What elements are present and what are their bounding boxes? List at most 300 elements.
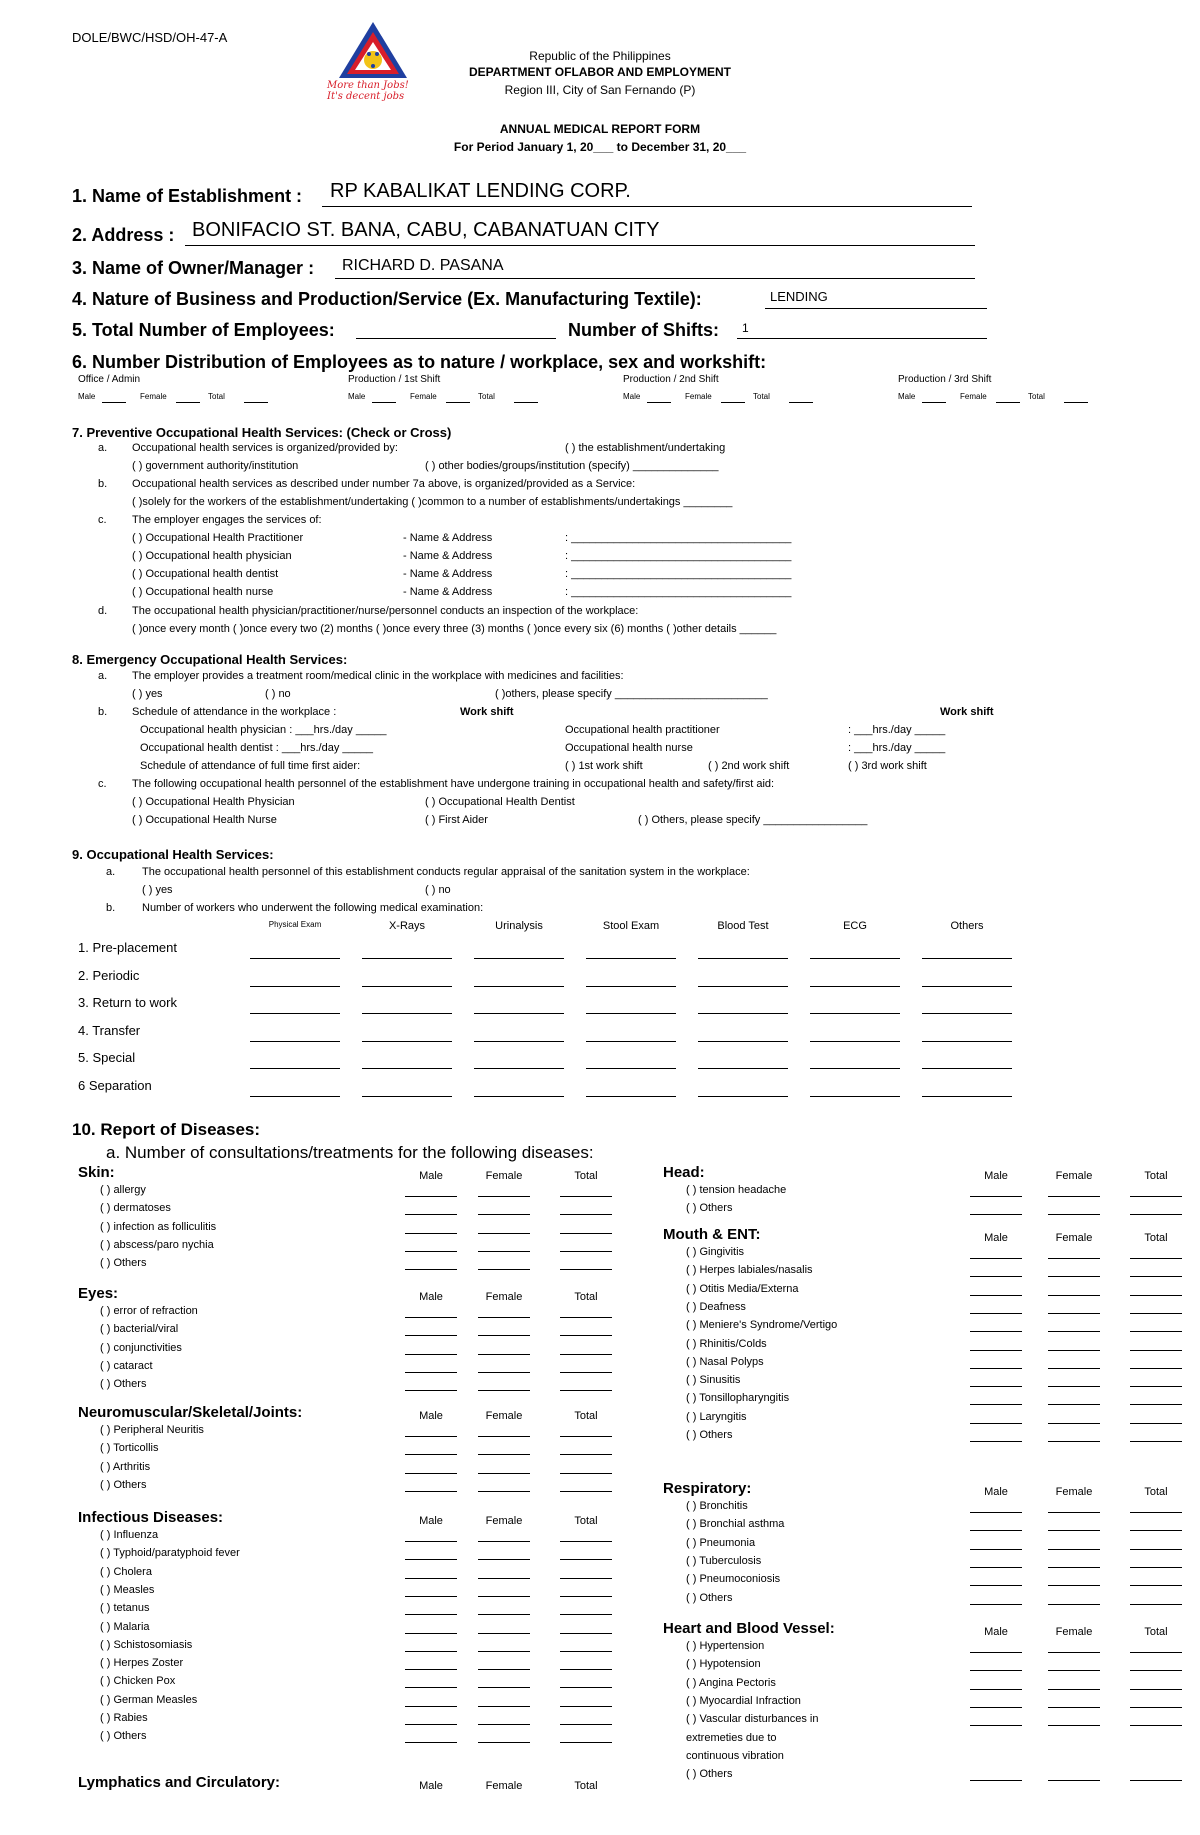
disease-entry-line[interactable] <box>560 1233 612 1234</box>
s8-c-o4[interactable]: ( ) First Aider <box>425 814 488 826</box>
disease-entry-line[interactable] <box>1048 1368 1100 1369</box>
exam-entry-line[interactable] <box>698 1068 788 1069</box>
exam-entry-line[interactable] <box>362 986 452 987</box>
disease-entry-line[interactable] <box>478 1614 530 1615</box>
disease-item[interactable]: ( ) Chicken Pox <box>100 1675 176 1688</box>
disease-entry-line[interactable] <box>478 1390 530 1391</box>
disease-item[interactable]: ( ) allergy <box>100 1184 146 1196</box>
disease-entry-line[interactable] <box>405 1196 457 1197</box>
disease-entry-line[interactable] <box>560 1742 612 1743</box>
disease-entry-line[interactable] <box>1048 1214 1100 1215</box>
disease-entry-line[interactable] <box>970 1670 1022 1671</box>
s8-c-o5[interactable]: ( ) Others, please specify _________________ <box>638 814 868 826</box>
exam-entry-line[interactable] <box>922 1068 1012 1069</box>
disease-entry-line[interactable] <box>560 1390 612 1391</box>
disease-entry-line[interactable] <box>970 1725 1022 1726</box>
disease-entry-line[interactable] <box>1048 1404 1100 1405</box>
dist-entry-line[interactable] <box>514 402 538 403</box>
s8-nurse-v[interactable]: : ___hrs./day _____ <box>848 742 946 754</box>
disease-entry-line[interactable] <box>1048 1780 1100 1781</box>
disease-entry-line[interactable] <box>1130 1670 1182 1671</box>
disease-entry-line[interactable] <box>970 1780 1022 1781</box>
disease-entry-line[interactable] <box>1048 1386 1100 1387</box>
disease-entry-line[interactable] <box>560 1473 612 1474</box>
disease-entry-line[interactable] <box>970 1313 1022 1314</box>
disease-entry-line[interactable] <box>478 1706 530 1707</box>
s8-c-o3[interactable]: ( ) Occupational Health Nurse <box>132 814 277 826</box>
disease-entry-line[interactable] <box>560 1724 612 1725</box>
disease-entry-line[interactable] <box>478 1651 530 1652</box>
disease-entry-line[interactable] <box>560 1251 612 1252</box>
disease-entry-line[interactable] <box>1048 1423 1100 1424</box>
address-value[interactable]: BONIFACIO ST. BANA, CABU, CABANATUAN CITY <box>192 219 660 241</box>
exam-entry-line[interactable] <box>362 1096 452 1097</box>
disease-entry-line[interactable] <box>560 1596 612 1597</box>
exam-entry-line[interactable] <box>922 958 1012 959</box>
disease-entry-line[interactable] <box>1048 1258 1100 1259</box>
s7-a-opt3[interactable]: ( ) other bodies/groups/institution (specify) ______________ <box>425 460 719 472</box>
disease-entry-line[interactable] <box>970 1276 1022 1277</box>
dist-entry-line[interactable] <box>372 402 396 403</box>
exam-entry-line[interactable] <box>698 1013 788 1014</box>
disease-entry-line[interactable] <box>405 1541 457 1542</box>
disease-item[interactable]: ( ) Gingivitis <box>686 1246 745 1258</box>
disease-entry-line[interactable] <box>405 1669 457 1670</box>
disease-entry-line[interactable] <box>970 1368 1022 1369</box>
disease-item[interactable]: ( ) Others <box>686 1429 733 1441</box>
dist-entry-line[interactable] <box>244 402 268 403</box>
disease-entry-line[interactable] <box>405 1233 457 1234</box>
disease-entry-line[interactable] <box>478 1578 530 1579</box>
disease-item[interactable]: ( ) Tonsillopharyngitis <box>686 1392 790 1405</box>
disease-entry-line[interactable] <box>1130 1350 1182 1351</box>
disease-item[interactable]: ( ) error of refraction <box>100 1305 198 1317</box>
s7-d-opt[interactable]: ( )once every month ( )once every two (2) months ( )once every three (3) months ( )once every six (6) months ( )other details ______ <box>132 623 777 635</box>
disease-entry-line[interactable] <box>478 1251 530 1252</box>
disease-entry-line[interactable] <box>970 1585 1022 1586</box>
disease-entry-line[interactable] <box>405 1335 457 1336</box>
disease-entry-line[interactable] <box>1130 1585 1182 1586</box>
disease-entry-line[interactable] <box>1048 1604 1100 1605</box>
exam-entry-line[interactable] <box>586 1013 676 1014</box>
exam-entry-line[interactable] <box>474 1096 564 1097</box>
exam-entry-line[interactable] <box>922 1096 1012 1097</box>
owner-value[interactable]: RICHARD D. PASANA <box>342 257 504 274</box>
disease-entry-line[interactable] <box>1130 1530 1182 1531</box>
s7-c-row-right[interactable]: : ____________________________________ <box>565 568 792 580</box>
exam-entry-line[interactable] <box>922 986 1012 987</box>
disease-entry-line[interactable] <box>405 1614 457 1615</box>
disease-item[interactable]: ( ) Myocardial Infraction <box>686 1694 801 1707</box>
disease-entry-line[interactable] <box>970 1331 1022 1332</box>
disease-entry-line[interactable] <box>478 1541 530 1542</box>
disease-entry-line[interactable] <box>1130 1295 1182 1296</box>
s7-c-row-right[interactable]: : ____________________________________ <box>565 586 792 598</box>
exam-entry-line[interactable] <box>362 1013 452 1014</box>
disease-entry-line[interactable] <box>405 1454 457 1455</box>
disease-entry-line[interactable] <box>560 1317 612 1318</box>
s8-shift-3[interactable]: ( ) 3rd work shift <box>848 760 927 772</box>
disease-entry-line[interactable] <box>1048 1670 1100 1671</box>
disease-item[interactable]: ( ) Vascular disturbances in <box>686 1713 819 1726</box>
disease-entry-line[interactable] <box>478 1687 530 1688</box>
s7-c-row-left[interactable]: ( ) Occupational health dentist <box>132 568 279 580</box>
exam-entry-line[interactable] <box>250 986 340 987</box>
disease-entry-line[interactable] <box>970 1512 1022 1513</box>
disease-entry-line[interactable] <box>560 1335 612 1336</box>
disease-entry-line[interactable] <box>478 1742 530 1743</box>
disease-item[interactable]: ( ) Tuberculosis <box>686 1554 762 1567</box>
disease-entry-line[interactable] <box>478 1454 530 1455</box>
exam-entry-line[interactable] <box>474 1013 564 1014</box>
disease-entry-line[interactable] <box>1048 1276 1100 1277</box>
disease-entry-line[interactable] <box>560 1354 612 1355</box>
disease-item[interactable]: ( ) Others <box>686 1202 733 1215</box>
disease-entry-line[interactable] <box>970 1530 1022 1531</box>
exam-entry-line[interactable] <box>922 1013 1012 1014</box>
disease-item[interactable]: ( ) Sinusitis <box>686 1374 741 1387</box>
disease-item[interactable]: ( ) Meniere's Syndrome/Vertigo <box>686 1319 838 1332</box>
disease-item[interactable]: ( ) Others <box>686 1591 733 1604</box>
exam-entry-line[interactable] <box>698 1096 788 1097</box>
disease-entry-line[interactable] <box>1130 1441 1182 1442</box>
dist-sub-label: Male <box>898 392 916 401</box>
s8-a-yes[interactable]: ( ) yes <box>132 688 163 700</box>
disease-entry-line[interactable] <box>405 1559 457 1560</box>
exam-entry-line[interactable] <box>250 1013 340 1014</box>
disease-entry-line[interactable] <box>970 1707 1022 1708</box>
dist-entry-line[interactable] <box>102 402 126 403</box>
disease-entry-line[interactable] <box>1130 1423 1182 1424</box>
disease-entry-line[interactable] <box>478 1335 530 1336</box>
disease-item[interactable]: ( ) Bronchitis <box>686 1500 748 1512</box>
disease-entry-line[interactable] <box>478 1233 530 1234</box>
disease-entry-line[interactable] <box>1130 1567 1182 1568</box>
s7-b-letter: b. <box>98 478 108 490</box>
disease-entry-line[interactable] <box>405 1473 457 1474</box>
exam-entry-line[interactable] <box>474 986 564 987</box>
disease-entry-line[interactable] <box>970 1214 1022 1215</box>
dist-entry-line[interactable] <box>446 402 470 403</box>
business-value[interactable]: LENDING <box>770 289 828 304</box>
disease-entry-line[interactable] <box>1130 1689 1182 1690</box>
disease-item[interactable]: ( ) abscess/paro nychia <box>100 1238 214 1251</box>
disease-item[interactable]: extremeties due to <box>686 1731 777 1744</box>
disease-entry-line[interactable] <box>970 1423 1022 1424</box>
disease-entry-line[interactable] <box>560 1614 612 1615</box>
exam-entry-line[interactable] <box>586 958 676 959</box>
disease-entry-line[interactable] <box>560 1372 612 1373</box>
dist-entry-line[interactable] <box>176 402 200 403</box>
exam-entry-line[interactable] <box>698 958 788 959</box>
disease-entry-line[interactable] <box>1130 1604 1182 1605</box>
disease-entry-line[interactable] <box>970 1441 1022 1442</box>
disease-entry-line[interactable] <box>560 1541 612 1542</box>
disease-entry-line[interactable] <box>560 1269 612 1270</box>
exam-entry-line[interactable] <box>810 1096 900 1097</box>
disease-entry-line[interactable] <box>1130 1404 1182 1405</box>
exam-entry-line[interactable] <box>250 1068 340 1069</box>
disease-entry-line[interactable] <box>478 1372 530 1373</box>
s8-shift-2[interactable]: ( ) 2nd work shift <box>708 760 790 772</box>
disease-item[interactable]: ( ) Pneumonia <box>686 1536 756 1549</box>
disease-entry-line[interactable] <box>478 1214 530 1215</box>
disease-item[interactable]: ( ) Laryngitis <box>686 1410 747 1423</box>
s7-c-row-left[interactable]: ( ) Occupational health physician <box>132 550 292 562</box>
disease-entry-line[interactable] <box>405 1633 457 1634</box>
s7-a-opt1[interactable]: ( ) the establishment/undertaking <box>565 442 726 454</box>
disease-item[interactable]: ( ) Torticollis <box>100 1442 159 1455</box>
exam-entry-line[interactable] <box>474 1068 564 1069</box>
dist-entry-line[interactable] <box>1064 402 1088 403</box>
disease-item[interactable]: ( ) Otitis Media/Externa <box>686 1282 799 1295</box>
exam-entry-line[interactable] <box>922 1041 1012 1042</box>
disease-entry-line[interactable] <box>478 1473 530 1474</box>
disease-entry-line[interactable] <box>970 1689 1022 1690</box>
s7-c-row-left[interactable]: ( ) Occupational health nurse <box>132 586 274 598</box>
disease-entry-line[interactable] <box>560 1687 612 1688</box>
exam-entry-line[interactable] <box>362 1068 452 1069</box>
disease-entry-line[interactable] <box>1048 1549 1100 1550</box>
disease-entry-line[interactable] <box>405 1706 457 1707</box>
disease-entry-line[interactable] <box>1130 1707 1182 1708</box>
disease-entry-line[interactable] <box>560 1578 612 1579</box>
col-total: Total <box>574 1515 598 1527</box>
s8-c-o2[interactable]: ( ) Occupational Health Dentist <box>425 796 575 808</box>
disease-entry-line[interactable] <box>1130 1780 1182 1781</box>
disease-entry-line[interactable] <box>560 1436 612 1437</box>
exam-entry-line[interactable] <box>810 1041 900 1042</box>
disease-item[interactable]: continuous vibration <box>686 1749 784 1762</box>
establishment-value[interactable]: RP KABALIKAT LENDING CORP. <box>330 180 631 202</box>
disease-item[interactable]: ( ) Deafness <box>686 1300 746 1313</box>
disease-entry-line[interactable] <box>1130 1549 1182 1550</box>
disease-entry-line[interactable] <box>405 1390 457 1391</box>
disease-entry-line[interactable] <box>478 1633 530 1634</box>
exam-entry-line[interactable] <box>250 1096 340 1097</box>
s8-a-no[interactable]: ( ) no <box>265 688 291 700</box>
disease-entry-line[interactable] <box>405 1578 457 1579</box>
exam-entry-line[interactable] <box>586 1096 676 1097</box>
exam-entry-line[interactable] <box>810 1013 900 1014</box>
disease-entry-line[interactable] <box>405 1491 457 1492</box>
shifts-value[interactable]: 1 <box>742 321 749 335</box>
dist-entry-line[interactable] <box>721 402 745 403</box>
disease-entry-line[interactable] <box>1048 1725 1100 1726</box>
disease-entry-line[interactable] <box>405 1724 457 1725</box>
disease-entry-line[interactable] <box>1048 1196 1100 1197</box>
exam-entry-line[interactable] <box>810 958 900 959</box>
disease-item[interactable]: ( ) Pneumoconiosis <box>686 1573 781 1586</box>
disease-entry-line[interactable] <box>970 1295 1022 1296</box>
s7-b-opt[interactable]: ( )solely for the workers of the establishment/undertaking ( )common to a number of establishments/undertakings ________ <box>132 496 733 508</box>
disease-item[interactable]: ( ) infection as folliculitis <box>100 1220 217 1233</box>
disease-entry-line[interactable] <box>1048 1585 1100 1586</box>
disease-entry-line[interactable] <box>1048 1567 1100 1568</box>
disease-item[interactable]: ( ) cataract <box>100 1359 153 1372</box>
disease-entry-line[interactable] <box>405 1372 457 1373</box>
disease-entry-line[interactable] <box>405 1742 457 1743</box>
disease-entry-line[interactable] <box>1048 1530 1100 1531</box>
disease-item[interactable]: ( ) dermatoses <box>100 1202 171 1215</box>
exam-entry-line[interactable] <box>586 986 676 987</box>
disease-entry-line[interactable] <box>560 1706 612 1707</box>
dist-entry-line[interactable] <box>996 402 1020 403</box>
disease-entry-line[interactable] <box>405 1251 457 1252</box>
disease-item[interactable]: ( ) tetanus <box>100 1602 150 1615</box>
disease-item[interactable]: ( ) Nasal Polyps <box>686 1355 764 1368</box>
disease-item[interactable]: ( ) Malaria <box>100 1620 150 1633</box>
disease-entry-line[interactable] <box>478 1724 530 1725</box>
disease-entry-line[interactable] <box>1048 1350 1100 1351</box>
s8-dent[interactable]: Occupational health dentist : ___hrs./day _____ <box>140 742 373 754</box>
s8-shift-1[interactable]: ( ) 1st work shift <box>565 760 643 772</box>
disease-entry-line[interactable] <box>560 1633 612 1634</box>
dist-entry-line[interactable] <box>789 402 813 403</box>
disease-entry-line[interactable] <box>560 1214 612 1215</box>
disease-entry-line[interactable] <box>478 1196 530 1197</box>
disease-entry-line[interactable] <box>970 1404 1022 1405</box>
disease-item[interactable]: ( ) Others <box>100 1378 147 1391</box>
s7-c-row-right[interactable]: : ____________________________________ <box>565 550 792 562</box>
disease-entry-line[interactable] <box>970 1350 1022 1351</box>
disease-item[interactable]: ( ) Hypertension <box>686 1640 765 1652</box>
s7-a-opt2[interactable]: ( ) government authority/institution <box>132 460 299 472</box>
disease-entry-line[interactable] <box>970 1196 1022 1197</box>
disease-item[interactable]: ( ) Others <box>100 1478 147 1491</box>
disease-item[interactable]: ( ) Others <box>686 1768 733 1781</box>
exam-entry-line[interactable] <box>362 958 452 959</box>
exam-entry-line[interactable] <box>586 1068 676 1069</box>
disease-entry-line[interactable] <box>1130 1652 1182 1653</box>
disease-entry-line[interactable] <box>1130 1512 1182 1513</box>
disease-entry-line[interactable] <box>405 1317 457 1318</box>
disease-entry-line[interactable] <box>560 1559 612 1560</box>
disease-entry-line[interactable] <box>1130 1313 1182 1314</box>
disease-entry-line[interactable] <box>970 1258 1022 1259</box>
disease-item[interactable]: ( ) Bronchial asthma <box>686 1518 785 1531</box>
exam-entry-line[interactable] <box>698 986 788 987</box>
disease-entry-line[interactable] <box>1048 1689 1100 1690</box>
disease-entry-line[interactable] <box>560 1196 612 1197</box>
disease-entry-line[interactable] <box>405 1354 457 1355</box>
disease-entry-line[interactable] <box>1048 1441 1100 1442</box>
exam-entry-line[interactable] <box>250 1041 340 1042</box>
disease-entry-line[interactable] <box>1130 1196 1182 1197</box>
disease-entry-line[interactable] <box>478 1317 530 1318</box>
s7-c-row-left[interactable]: ( ) Occupational Health Practitioner <box>132 532 304 544</box>
disease-entry-line[interactable] <box>405 1214 457 1215</box>
disease-entry-line[interactable] <box>478 1491 530 1492</box>
disease-entry-line[interactable] <box>1048 1331 1100 1332</box>
disease-entry-line[interactable] <box>970 1604 1022 1605</box>
disease-entry-line[interactable] <box>1130 1368 1182 1369</box>
disease-entry-line[interactable] <box>1130 1276 1182 1277</box>
disease-item[interactable]: ( ) tension headache <box>686 1184 787 1196</box>
disease-entry-line[interactable] <box>1130 1258 1182 1259</box>
disease-entry-line[interactable] <box>1048 1707 1100 1708</box>
disease-item[interactable]: ( ) Hypotension <box>686 1658 761 1671</box>
disease-item[interactable]: ( ) Measles <box>100 1583 155 1596</box>
disease-item[interactable]: ( ) bacterial/viral <box>100 1323 179 1336</box>
disease-entry-line[interactable] <box>405 1269 457 1270</box>
disease-item[interactable]: ( ) Peripheral Neuritis <box>100 1424 204 1436</box>
disease-item[interactable]: ( ) conjunctivities <box>100 1341 182 1354</box>
disease-entry-line[interactable] <box>1130 1386 1182 1387</box>
disease-item[interactable]: ( ) Rhinitis/Colds <box>686 1337 767 1350</box>
disease-entry-line[interactable] <box>560 1454 612 1455</box>
disease-item[interactable]: ( ) Angina Pectoris <box>686 1676 776 1689</box>
disease-entry-line[interactable] <box>1048 1652 1100 1653</box>
exam-entry-line[interactable] <box>810 986 900 987</box>
disease-entry-line[interactable] <box>970 1567 1022 1568</box>
disease-item[interactable]: ( ) Rabies <box>100 1712 148 1724</box>
disease-item[interactable]: ( ) Arthritis <box>100 1460 151 1473</box>
disease-entry-line[interactable] <box>560 1669 612 1670</box>
disease-category-label: Lymphatics and Circulatory: <box>78 1774 280 1791</box>
disease-entry-line[interactable] <box>478 1354 530 1355</box>
s8-title: 8. Emergency Occupational Health Services: <box>72 652 348 667</box>
disease-entry-line[interactable] <box>405 1596 457 1597</box>
disease-entry-line[interactable] <box>405 1687 457 1688</box>
s9-a-yes[interactable]: ( ) yes <box>142 884 173 896</box>
disease-entry-line[interactable] <box>405 1651 457 1652</box>
exam-entry-line[interactable] <box>362 1041 452 1042</box>
disease-entry-line[interactable] <box>1130 1214 1182 1215</box>
disease-entry-line[interactable] <box>478 1436 530 1437</box>
disease-entry-line[interactable] <box>405 1436 457 1437</box>
disease-item[interactable]: ( ) Cholera <box>100 1565 152 1578</box>
disease-item[interactable]: ( ) Typhoid/paratyphoid fever <box>100 1547 240 1560</box>
disease-entry-line[interactable] <box>478 1596 530 1597</box>
exam-entry-line[interactable] <box>698 1041 788 1042</box>
s8-c-o1[interactable]: ( ) Occupational Health Physician <box>132 796 295 808</box>
disease-item[interactable]: ( ) Others <box>100 1730 147 1743</box>
s8-prac-v[interactable]: : ___hrs./day _____ <box>848 724 946 736</box>
disease-item[interactable]: ( ) German Measles <box>100 1693 198 1706</box>
disease-item[interactable]: ( ) Schistosomiasis <box>100 1638 193 1651</box>
disease-entry-line[interactable] <box>560 1651 612 1652</box>
disease-entry-line[interactable] <box>970 1386 1022 1387</box>
s9-a-no[interactable]: ( ) no <box>425 884 451 896</box>
disease-entry-line[interactable] <box>1048 1313 1100 1314</box>
s7-c-row-right[interactable]: : ____________________________________ <box>565 532 792 544</box>
exam-entry-line[interactable] <box>474 958 564 959</box>
s8-phys[interactable]: Occupational health physician : ___hrs./day _____ <box>140 724 387 736</box>
exam-entry-line[interactable] <box>586 1041 676 1042</box>
disease-entry-line[interactable] <box>970 1549 1022 1550</box>
exam-entry-line[interactable] <box>810 1068 900 1069</box>
disease-item[interactable]: ( ) Herpes Zoster <box>100 1657 184 1670</box>
disease-entry-line[interactable] <box>1048 1295 1100 1296</box>
disease-entry-line[interactable] <box>970 1652 1022 1653</box>
dist-entry-line[interactable] <box>647 402 671 403</box>
s8-a-others[interactable]: ( )others, please specify _________________________ <box>495 688 768 700</box>
exam-entry-line[interactable] <box>474 1041 564 1042</box>
disease-entry-line[interactable] <box>560 1491 612 1492</box>
disease-entry-line[interactable] <box>1130 1725 1182 1726</box>
disease-item[interactable]: ( ) Herpes labiales/nasalis <box>686 1264 813 1277</box>
dist-entry-line[interactable] <box>922 402 946 403</box>
disease-item[interactable]: ( ) Influenza <box>100 1529 159 1541</box>
disease-entry-line[interactable] <box>478 1669 530 1670</box>
disease-entry-line[interactable] <box>478 1269 530 1270</box>
disease-entry-line[interactable] <box>1130 1331 1182 1332</box>
exam-entry-line[interactable] <box>250 958 340 959</box>
disease-entry-line[interactable] <box>1048 1512 1100 1513</box>
disease-item[interactable]: ( ) Others <box>100 1257 147 1270</box>
disease-entry-line[interactable] <box>478 1559 530 1560</box>
